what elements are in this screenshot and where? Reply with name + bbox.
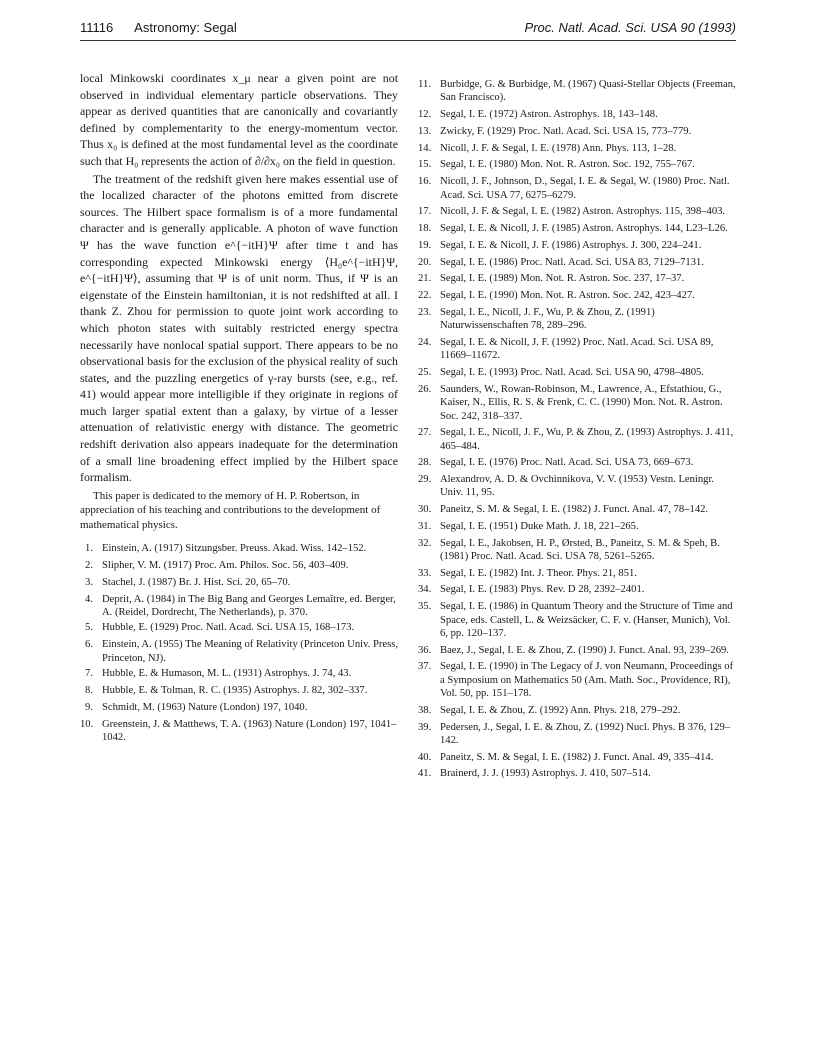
dedication-text: This paper is dedicated to the memory of H. P. Robertson, in appreciation of his teaching and contributions to the development of mathematical physics.	[80, 490, 381, 531]
reference-item	[418, 456, 736, 469]
reference-text: Segal, I. E. (1990) Mon. Not. R. Astron. Soc. 242, 423–427.	[440, 290, 695, 302]
reference-item	[418, 537, 736, 564]
reference-item	[418, 503, 736, 516]
reference-text: Deprit, A. (1984) in The Big Bang and Georges Lemaître, ed. Berger, A. (Reidel, Dordrecht, The Netherlands), p. 370.	[102, 593, 396, 619]
reference-item	[418, 473, 736, 500]
reference-text: Segal, I. E. (1951) Duke Math. J. 18, 221–265.	[440, 520, 639, 532]
reference-item	[418, 289, 736, 302]
reference-number: 17.	[418, 206, 432, 218]
reference-number: 27.	[418, 427, 432, 439]
reference-item	[418, 222, 736, 235]
reference-item	[418, 158, 736, 171]
reference-text: Segal, I. E. & Zhou, Z. (1992) Ann. Phys. 218, 279–292.	[440, 704, 681, 716]
reference-item	[418, 644, 736, 657]
reference-number: 25.	[418, 366, 432, 378]
reference-text: Einstein, A. (1955) The Meaning of Relativity (Princeton Univ. Press, Princeton, NJ).	[102, 639, 398, 664]
reference-number: 32.	[418, 537, 432, 549]
reference-item	[418, 600, 736, 640]
reference-number: 5.	[85, 622, 93, 634]
reference-item	[418, 751, 736, 764]
reference-text: Segal, I. E. (1993) Proc. Natl. Acad. Sci. USA 90, 4798–4805.	[440, 366, 704, 378]
reference-number: 21.	[418, 273, 432, 285]
reference-number: 38.	[418, 704, 432, 716]
reference-list-left	[80, 542, 398, 744]
reference-number: 19.	[418, 239, 432, 251]
journal-citation: Proc. Natl. Acad. Sci. USA 90 (1993)	[524, 20, 736, 35]
reference-number: 40.	[418, 751, 432, 763]
reference-text: Segal, I. E. & Nicoll, J. F. (1992) Proc. Natl. Acad. Sci. USA 89, 11669–11672.	[440, 336, 714, 362]
reference-item	[418, 142, 736, 155]
reference-text: Pedersen, J., Segal, I. E. & Zhou, Z. (1992) Nucl. Phys. B 376, 129–142.	[440, 721, 731, 746]
reference-number: 35.	[418, 601, 432, 613]
reference-number: 31.	[418, 520, 432, 532]
reference-number: 23.	[418, 306, 432, 318]
reference-number: 13.	[418, 125, 432, 137]
reference-number: 4.	[85, 593, 93, 605]
reference-item	[418, 175, 736, 202]
reference-text: Greenstein, J. & Matthews, T. A. (1963) Nature (London) 197, 1041–1042.	[102, 718, 397, 743]
reference-text: Nicoll, J. F. & Segal, I. E. (1982) Astron. Astrophys. 115, 398–403.	[440, 206, 726, 218]
reference-text: Einstein, A. (1917) Sitzungsber. Preuss. Akad. Wiss. 142–152.	[102, 543, 367, 554]
reference-item	[418, 767, 736, 780]
reference-text: Alexandrov, A. D. & Ovchinnikova, V. V. (1953) Vestn. Leningr. Univ. 11, 95.	[440, 473, 715, 499]
body-paragraph-2: The treatment of the redshift given here makes essential use of the localized character of the photons emitted from discrete sources. The Hilbert space formalism is of a more fundamental character and is generally applicable. A photon of wave function Ψ has the wave function e^{−itH}Ψ after time t and has corresponding expected Minkowski energy ⟨H₀e^{−itH}Ψ, e^{−itH}Ψ⟩, assuming that Ψ is of unit norm. Thus, if Ψ is an eigenstate of the Einstein hamiltonian, it is not redshifted at all. I thank Z. Zhou for permission to quote joint work according to which photon states with suitably restricted energy spectra necessarily have nonlocal spatial support. There appears to be no observational basis for the exclusion of the physical reality of such states, and the puzzling energetics of γ-ray bursts (see, e.g., ref. 41) would appear more intelligible if they originate in regions of much larger spatial extent than a galaxy, by virtue of a lesser attenuation of relativistic energy with distance. The geometric redshift derivation also appears inadequate for the determination of a small line broadening effect implied by the Hilbert space formalism.	[80, 171, 398, 485]
reference-text: Paneitz, S. M. & Segal, I. E. (1982) J. Funct. Anal. 47, 78–142.	[440, 503, 709, 515]
reference-number: 26.	[418, 383, 432, 395]
reference-number: 12.	[418, 109, 432, 120]
header-rule	[80, 40, 736, 41]
reference-item	[418, 78, 736, 105]
reference-text: Segal, I. E. & Nicoll, J. F. (1986) Astrophys. J. 300, 224–241.	[440, 239, 702, 251]
reference-number: 7.	[85, 667, 93, 679]
reference-text: Baez, J., Segal, I. E. & Zhou, Z. (1990) J. Funct. Anal. 93, 239–269.	[440, 644, 729, 656]
reference-number: 30.	[418, 503, 432, 515]
reference-text: Nicoll, J. F., Johnson, D., Segal, I. E. & Segal, W. (1980) Proc. Natl. Acad. Sci. USA 77, 6275–6279.	[440, 176, 730, 201]
reference-text: Slipher, V. M. (1917) Proc. Am. Philos. Soc. 56, 403–409.	[102, 559, 349, 571]
reference-number: 36.	[418, 644, 432, 656]
reference-number: 2.	[85, 559, 93, 571]
reference-number: 18.	[418, 222, 432, 234]
reference-text: Segal, I. E. (1972) Astron. Astrophys. 18, 143–148.	[440, 109, 658, 120]
section-title: Astronomy: Segal	[134, 20, 237, 35]
reference-number: 11.	[418, 79, 431, 90]
reference-text: Segal, I. E. & Nicoll, J. F. (1985) Astron. Astrophys. 144, L23–L26.	[440, 222, 728, 234]
reference-item	[80, 559, 398, 572]
reference-item	[418, 272, 736, 285]
reference-number: 6.	[85, 639, 93, 651]
reference-number: 24.	[418, 336, 432, 348]
reference-number: 14.	[418, 142, 432, 154]
reference-text: Hubble, E. (1929) Proc. Natl. Acad. Sci. USA 15, 168–173.	[102, 622, 355, 634]
reference-text: Hubble, E. & Humason, M. L. (1931) Astrophys. J. 74, 43.	[102, 667, 352, 679]
reference-item	[418, 108, 736, 121]
reference-item	[418, 520, 736, 533]
reference-number: 15.	[418, 159, 432, 171]
reference-text: Paneitz, S. M. & Segal, I. E. (1982) J. Funct. Anal. 49, 335–414.	[440, 751, 714, 763]
reference-text: Segal, I. E. (1986) Proc. Natl. Acad. Sci. USA 83, 7129–7131.	[440, 256, 704, 268]
reference-item	[418, 336, 736, 363]
reference-item	[80, 542, 398, 555]
reference-item	[418, 306, 736, 333]
reference-item	[418, 366, 736, 379]
reference-item	[418, 239, 736, 252]
reference-item	[418, 426, 736, 453]
reference-item	[418, 583, 736, 596]
reference-text: Segal, I. E. (1990) in The Legacy of J. von Neumann, Proceedings of a Symposium on Mathematics 50 (Am. Math. Soc., Providence, RI), Vol. 50, pp. 151–178.	[440, 661, 734, 700]
page-number: 11116	[80, 20, 114, 35]
reference-text: Segal, I. E. (1982) Int. J. Theor. Phys. 21, 851.	[440, 567, 637, 579]
reference-item	[80, 684, 398, 697]
reference-number: 3.	[85, 576, 93, 588]
reference-item	[80, 718, 398, 745]
reference-text: Zwicky, F. (1929) Proc. Natl. Acad. Sci. USA 15, 773–779.	[440, 125, 692, 137]
reference-text: Segal, I. E., Jakobsen, H. P., Ørsted, B., Paneitz, S. M. & Speh, B. (1981) Proc. Natl. Acad. Sci. USA 78, 5261–5265.	[440, 537, 720, 562]
reference-number: 41.	[418, 768, 432, 780]
reference-item	[80, 576, 398, 589]
reference-item	[418, 660, 736, 700]
reference-list-right	[418, 78, 736, 781]
reference-number: 39.	[418, 721, 432, 733]
reference-text: Segal, I. E., Nicoll, J. F., Wu, P. & Zhou, Z. (1991) Naturwissenschaften 78, 289–296.	[440, 306, 655, 332]
reference-item	[80, 701, 398, 714]
reference-text: Schmidt, M. (1963) Nature (London) 197, 1040.	[102, 701, 308, 713]
reference-number: 22.	[418, 290, 432, 302]
body-paragraph-1: local Minkowski coordinates x_μ near a given point are not observed in individual elementary particle observations. They appear as derived quantities that are canonically and covariantly defined by complementarity to the energy-momentum vector. Thus x₀ is defined at the most fundamental level as the coordinate such that H₀ represents the action of ∂/∂x₀ on the field in question.	[80, 71, 398, 168]
reference-number: 10.	[80, 718, 94, 730]
reference-item	[80, 667, 398, 680]
reference-item	[418, 704, 736, 717]
reference-number: 16.	[418, 176, 432, 188]
reference-text: Stachel, J. (1987) Br. J. Hist. Sci. 20, 65–70.	[102, 576, 291, 588]
reference-item	[80, 621, 398, 634]
reference-text: Segal, I. E. (1986) in Quantum Theory and the Structure of Time and Space, eds. Castell, L. & Weizsäcker, C. F. v. (Hanser, Munich), Vol. 6, pp. 120–137.	[440, 601, 733, 639]
reference-item	[418, 567, 736, 580]
reference-number: 8.	[85, 684, 93, 696]
reference-text: Segal, I. E. (1983) Phys. Rev. D 28, 2392–2401.	[440, 584, 645, 596]
reference-text: Saunders, W., Rowan-Robinson, M., Lawrence, A., Efstathiou, G., Kaiser, N., Ellis, R. S. & Frenk, C. C. (1990) Mon. Not. R. Astron. Soc. 242, 318–337.	[440, 383, 723, 422]
reference-text: Segal, I. E. (1976) Proc. Natl. Acad. Sci. USA 73, 669–673.	[440, 457, 694, 469]
references-left-column	[80, 542, 398, 746]
reference-item	[418, 721, 736, 748]
reference-text: Segal, I. E., Nicoll, J. F., Wu, P. & Zhou, Z. (1993) Astrophys. J. 411, 465–484.	[440, 427, 734, 452]
reference-text: Segal, I. E. (1989) Mon. Not. R. Astron. Soc. 237, 17–37.	[440, 273, 685, 285]
reference-text: Hubble, E. & Tolman, R. C. (1935) Astrophys. J. 82, 302–337.	[102, 684, 368, 696]
reference-number: 37.	[418, 661, 432, 673]
reference-item	[418, 205, 736, 218]
reference-text: Burbidge, G. & Burbidge, M. (1967) Quasi-Stellar Objects (Freeman, San Francisco).	[440, 79, 736, 104]
reference-item	[418, 125, 736, 138]
reference-text: Brainerd, J. J. (1993) Astrophys. J. 410, 507–514.	[440, 768, 651, 780]
reference-item	[80, 593, 398, 620]
running-header-left	[80, 20, 237, 35]
reference-item	[418, 383, 736, 423]
reference-number: 9.	[85, 701, 93, 713]
reference-number: 29.	[418, 473, 432, 485]
reference-item	[418, 256, 736, 269]
reference-number: 28.	[418, 457, 432, 469]
reference-item	[80, 638, 398, 665]
reference-number: 33.	[418, 567, 432, 579]
references-right-column	[418, 78, 736, 784]
reference-text: Segal, I. E. (1980) Mon. Not. R. Astron. Soc. 192, 755–767.	[440, 159, 695, 171]
reference-number: 20.	[418, 256, 432, 268]
reference-number: 34.	[418, 584, 432, 596]
dedication	[80, 489, 398, 532]
body-text	[80, 70, 398, 486]
reference-text: Nicoll, J. F. & Segal, I. E. (1978) Ann. Phys. 113, 1–28.	[440, 142, 677, 154]
reference-number: 1.	[85, 543, 93, 554]
